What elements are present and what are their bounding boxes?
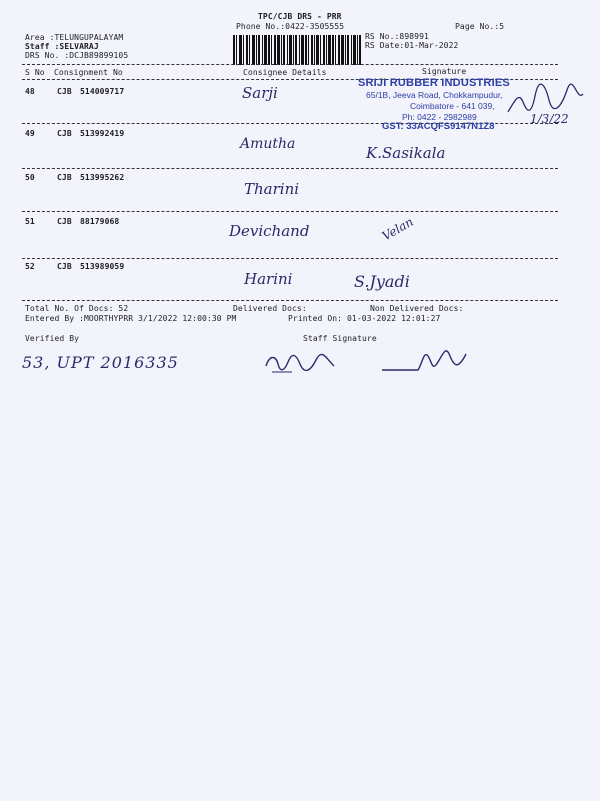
row-cjb: CJB xyxy=(57,262,72,271)
barcode-image xyxy=(233,35,361,65)
signature-handwriting: S.Jyadi xyxy=(354,272,410,291)
row-consignment-number: 513995262 xyxy=(80,173,125,182)
signature-handwriting: K.Sasikala xyxy=(366,144,446,162)
phone-number: Phone No.:0422-3505555 xyxy=(236,22,345,31)
stamp-city: Coimbatore - 641 039, xyxy=(410,101,495,111)
row-divider xyxy=(22,168,558,169)
row-sno: 48 xyxy=(25,87,35,96)
row-divider xyxy=(22,211,558,212)
page-number: Page No.:5 xyxy=(455,22,505,31)
row-cjb: CJB xyxy=(57,217,72,226)
consignee-handwriting: Sarji xyxy=(242,84,278,102)
stamp-phone: Ph: 0422 - 2982989 xyxy=(402,112,477,122)
row-sno: 50 xyxy=(25,173,35,182)
rs-number: RS No.:898991 xyxy=(365,32,429,41)
stamp-signature-date: 1/3/22 xyxy=(530,112,569,126)
row-consignment-number: 514009717 xyxy=(80,87,125,96)
drs-number: DRS No. :DCJB89899105 xyxy=(25,51,129,60)
header-divider-top xyxy=(22,64,558,65)
rs-date: RS Date:01-Mar-2022 xyxy=(365,41,459,50)
document-title: TPC/CJB DRS - PRR xyxy=(258,12,342,21)
stamp-gst: GST: 33ACQFS9147N1Z8 xyxy=(382,121,495,132)
row-sno: 52 xyxy=(25,262,35,271)
stamp-address: 65/1B, Jeeva Road, Chokkampudur, xyxy=(366,90,503,100)
verified-by-label: Verified By xyxy=(25,334,80,343)
delivered-docs: Delivered Docs: xyxy=(233,304,307,313)
row-cjb: CJB xyxy=(57,173,72,182)
entered-by: Entered By :MOORTHYPRR 3/1/2022 12:00:30 PM xyxy=(25,314,237,323)
consignee-handwriting: Harini xyxy=(244,270,293,288)
row-consignment-number: 513992419 xyxy=(80,129,125,138)
area-label: Area :TELUNGUPALAYAM xyxy=(25,33,124,42)
row-cjb: CJB xyxy=(57,87,72,96)
staff-signature xyxy=(380,342,470,376)
stamp-company-name: SRIJI RUBBER INDUSTRIES xyxy=(358,77,510,89)
row-divider xyxy=(22,258,558,259)
row-sno: 49 xyxy=(25,129,35,138)
column-sno: S No xyxy=(25,68,45,77)
non-delivered-docs: Non Delivered Docs: xyxy=(370,304,464,313)
consignee-handwriting: Devichand xyxy=(229,222,310,240)
signature-handwriting: Velan xyxy=(379,214,416,244)
verifier-signature xyxy=(262,350,340,380)
row-consignment-number: 513989059 xyxy=(80,262,125,271)
total-docs: Total No. Of Docs: 52 xyxy=(25,304,129,313)
column-consignee: Consignee Details xyxy=(243,68,327,77)
printed-on: Printed On: 01-03-2022 12:01:27 xyxy=(288,314,441,323)
row-divider xyxy=(22,300,558,301)
row-cjb: CJB xyxy=(57,129,72,138)
staff-label: Staff :SELVARAJ xyxy=(25,42,99,51)
row-sno: 51 xyxy=(25,217,35,226)
consignee-handwriting: Amutha xyxy=(240,136,296,152)
staff-signature-label: Staff Signature xyxy=(303,334,377,343)
handwritten-note: 53, UPT 2016335 xyxy=(22,353,179,372)
consignee-handwriting: Tharini xyxy=(244,180,300,198)
row-consignment-number: 88179068 xyxy=(80,217,120,226)
column-signature: Signature xyxy=(422,67,467,76)
column-consignment: Consignment No xyxy=(54,68,123,77)
